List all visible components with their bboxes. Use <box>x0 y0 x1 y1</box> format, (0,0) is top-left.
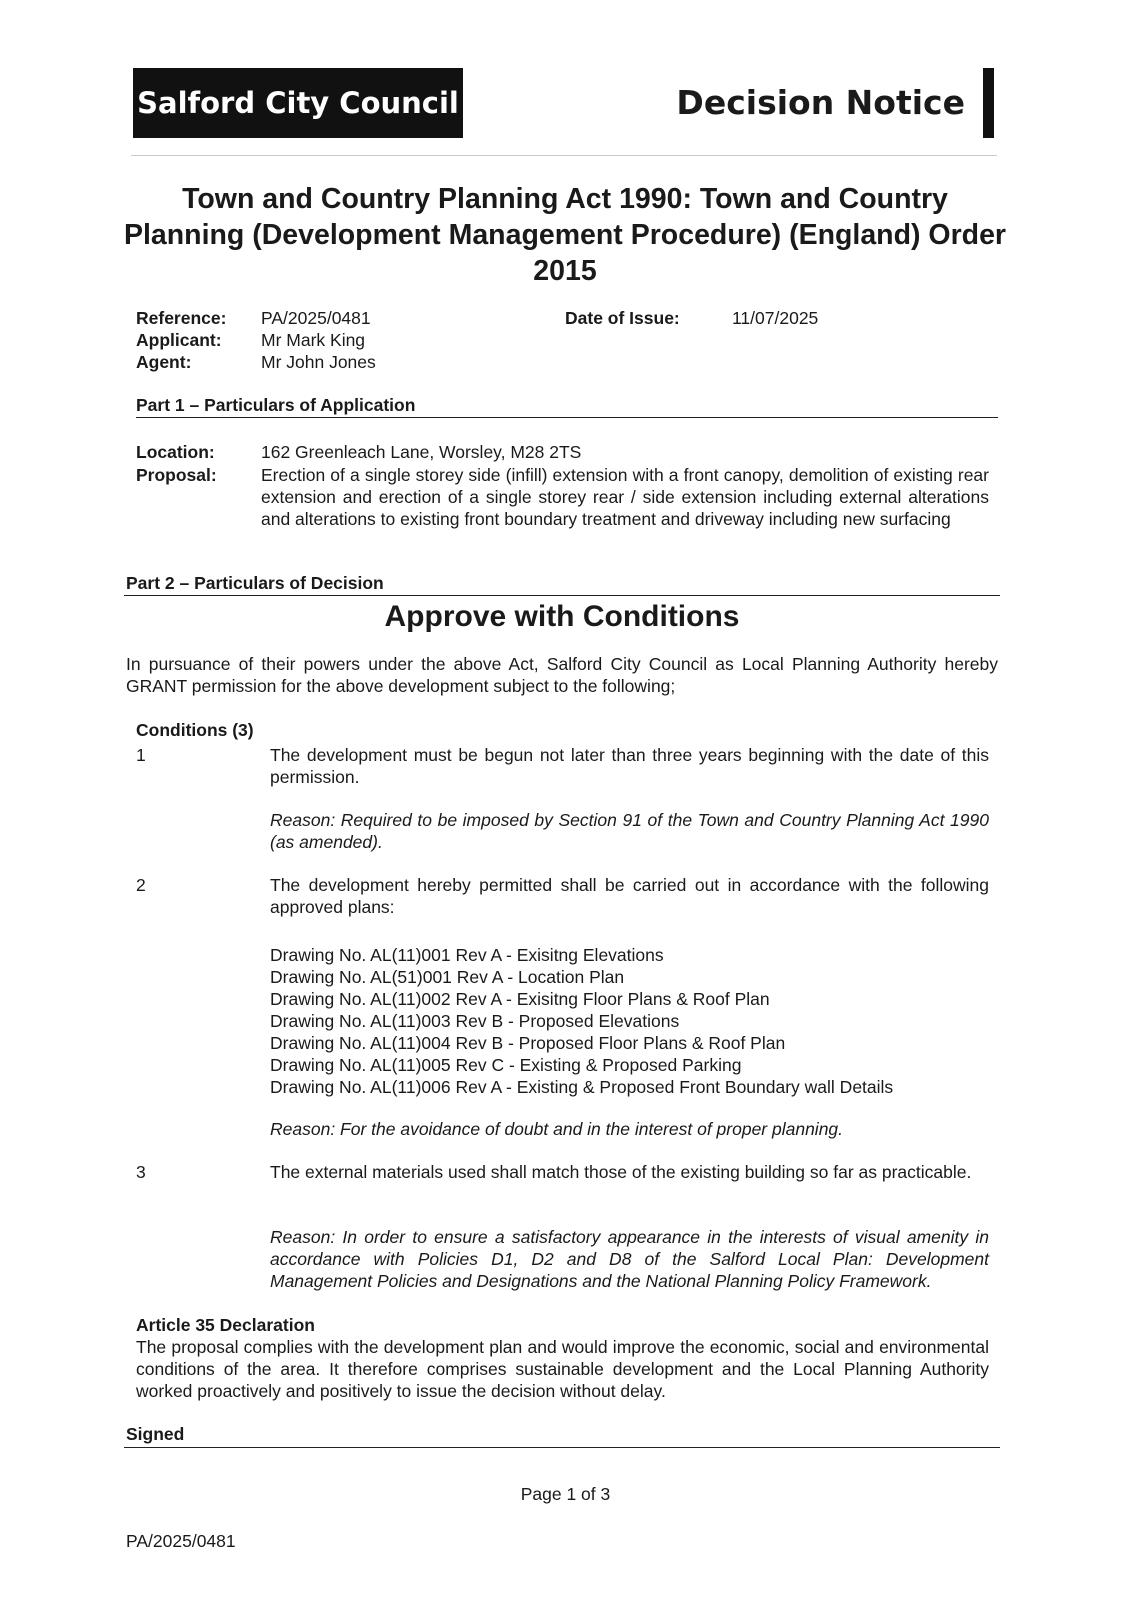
condition-number: 1 <box>136 745 146 765</box>
decision-intro: In pursuance of their powers under the above Act, Salford City Council as Local Planning Authority hereby GRANT permission for the above development subject to the following; <box>126 654 998 696</box>
conditions-heading: Conditions (3) <box>136 720 254 740</box>
part2-rule <box>124 595 1000 596</box>
signed-label: Signed <box>126 1424 185 1444</box>
part1-heading: Part 1 – Particulars of Application <box>136 395 416 415</box>
condition-text: The development must be begun not later than three years beginning with the date of this permission. <box>270 745 989 787</box>
plan-item: Drawing No. AL(11)001 Rev A - Exisitng Elevations <box>270 945 664 965</box>
council-logo: Salford City Council <box>133 68 463 138</box>
agent-label: Agent: <box>136 352 192 372</box>
header-divider <box>131 155 997 156</box>
date-value: 11/07/2025 <box>732 308 819 328</box>
article35-text: The proposal complies with the development plan and would improve the economic, social and environmental conditions of the area. It therefore comprises sustainable development and the Local Planning Authority worked proactively and positively to issue the decision without delay. <box>136 1337 989 1401</box>
applicant-label: Applicant: <box>136 330 222 350</box>
plan-item: Drawing No. AL(11)002 Rev A - Exisitng Floor Plans & Roof Plan <box>270 989 770 1009</box>
page-number: Page 1 of 3 <box>520 1484 611 1504</box>
decision-title: Approve with Conditions <box>384 600 740 633</box>
condition-text: The external materials used shall match those of the existing building so far as practicable. <box>270 1162 972 1182</box>
condition-reason: Reason: Required to be imposed by Section 91 of the Town and Country Planning Act 1990 (as amended). <box>270 810 989 852</box>
location-label: Location: <box>136 442 215 462</box>
condition-reason: Reason: In order to ensure a satisfactory appearance in the interests of visual amenity in accordance with Policies D1, D2 and D8 of the Salford Local Plan: Development Management Policies and Designations and the National Planning Policy Framework. <box>270 1227 989 1291</box>
plan-item: Drawing No. AL(11)003 Rev B - Proposed Elevations <box>270 1011 680 1031</box>
part2-heading: Part 2 – Particulars of Decision <box>126 573 384 593</box>
reference-value: PA/2025/0481 <box>261 308 371 328</box>
proposal-label: Proposal: <box>136 465 217 485</box>
approved-plans-list <box>270 944 989 1098</box>
location-value: 162 Greenleach Lane, Worsley, M28 2TS <box>261 442 582 462</box>
proposal-text: Erection of a single storey side (infill) extension with a front canopy, demolition of existing rear extension and erection of a single storey rear / side extension including external alterations and alterations to existing front boundary treatment and driveway including new surfacing <box>261 465 989 529</box>
signed-rule <box>124 1447 1000 1448</box>
plan-item: Drawing No. AL(11)006 Rev A - Existing & Proposed Front Boundary wall Details <box>270 1077 894 1097</box>
date-label: Date of Issue: <box>565 308 680 328</box>
condition-text: The development hereby permitted shall be carried out in accordance with the following approved plans: <box>270 875 989 917</box>
applicant-value: Mr Mark King <box>261 330 366 350</box>
condition-reason: Reason: For the avoidance of doubt and in the interest of proper planning. <box>270 1119 844 1139</box>
notice-title: Decision Notice <box>676 83 965 122</box>
footer-reference: PA/2025/0481 <box>126 1531 236 1551</box>
plan-item: Drawing No. AL(11)005 Rev C - Existing & Proposed Parking <box>270 1055 742 1075</box>
plan-item: Drawing No. AL(11)004 Rev B - Proposed Floor Plans & Roof Plan <box>270 1033 786 1053</box>
part1-rule <box>136 417 998 418</box>
agent-value: Mr John Jones <box>261 352 376 372</box>
article35-heading: Article 35 Declaration <box>136 1315 315 1335</box>
document-title: Town and Country Planning Act 1990: Town and Country Planning (Development Management Procedure) (England) Order 2015 <box>123 183 1007 287</box>
condition-number: 2 <box>136 875 146 895</box>
condition-number: 3 <box>136 1162 146 1182</box>
plan-item: Drawing No. AL(51)001 Rev A - Location Plan <box>270 967 625 987</box>
reference-label: Reference: <box>136 308 227 328</box>
notice-bar-decoration <box>983 68 994 138</box>
